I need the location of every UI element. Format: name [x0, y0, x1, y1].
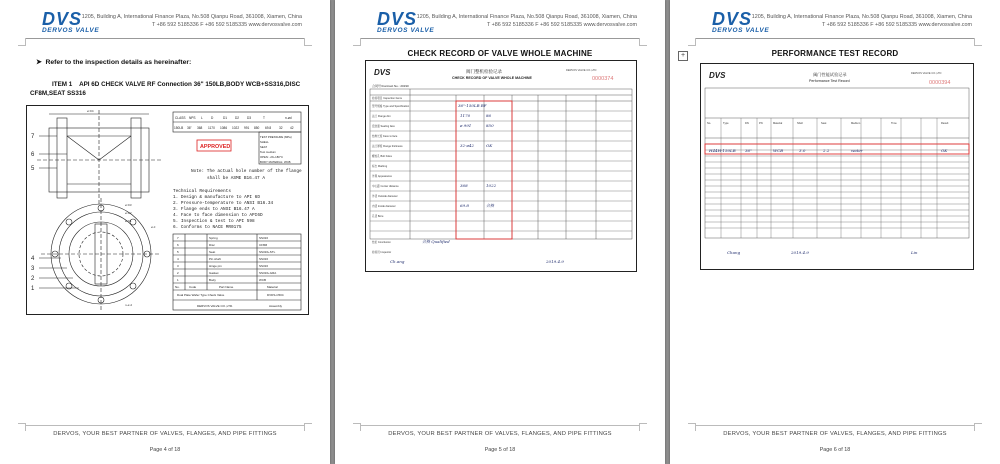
dim-label: ø D2: [125, 211, 132, 215]
table-head: D2: [235, 116, 240, 120]
handwritten-value: ø 991: [460, 123, 472, 128]
logo-mark: DVS: [377, 9, 418, 29]
header-address: [742, 13, 972, 29]
requirement-item: 1. Design & manufacture to API 6D: [173, 195, 260, 200]
column-head: No.: [707, 122, 712, 125]
crop-mark: [974, 423, 982, 431]
item-label: ITEM 1: [52, 81, 73, 88]
drawing-note: Note: The actual hole number of the flange: [191, 169, 302, 174]
drawing-number: DVDS-C504: [267, 293, 284, 297]
table-head: D1: [223, 116, 228, 120]
handwritten-value: 合格: [486, 203, 494, 208]
column-head: Time: [891, 122, 897, 125]
row-label: 检验项目 Inspection Items: [372, 97, 402, 100]
drawing-canvas: [27, 106, 308, 314]
table-head: D: [211, 116, 214, 120]
form-title-en: Performance Test Record: [809, 79, 850, 83]
callout-number: 4: [31, 256, 35, 262]
sheet-type: Assembly: [269, 304, 283, 308]
part-material: WCB: [259, 278, 266, 282]
form-row-lines: [370, 111, 632, 231]
part-no: 5: [177, 250, 179, 254]
logo-mark: DVS: [42, 9, 83, 29]
address-line-2: T +86 592 5185336 F +86 592 5185335 www.dervosvalve.com: [486, 22, 637, 28]
column-head: Medium: [851, 122, 861, 125]
header-divider: [696, 38, 974, 39]
table-cell: 36": [187, 126, 192, 130]
company-name: DERVOS VALVE CO.,LTD.: [197, 304, 233, 308]
table-cell: 850: [254, 126, 260, 130]
form-company: DERVOS VALVE CO.,LTD: [566, 69, 597, 72]
row-label: 密封面 Sealing face: [372, 125, 395, 128]
table-cell: 1086: [220, 126, 228, 130]
part-name: Pin shaft: [209, 257, 221, 261]
document-page-6: [670, 0, 1000, 464]
requirement-item: 4. Face to face dimension to API6D: [173, 213, 263, 218]
part-name: Disc: [209, 243, 215, 247]
performance-form-scan: [700, 63, 974, 270]
requirement-item: 6. Conforms to NACE MR0175: [173, 225, 242, 230]
test-block-text: BODY MATERIAL: WCB: [260, 160, 291, 164]
dim-label: n-ø d: [125, 303, 133, 307]
footer-tagline: DERVOS, YOUR BEST PARTNER OF VALVES, FLANGES, AND PIPE FITTINGS: [388, 431, 612, 437]
form-title-cn: 阀门整机检验记录: [466, 69, 502, 74]
part-name: Spring: [209, 236, 218, 240]
requirement-item: 3. Flange ends to ANSI B16.47 A: [173, 207, 255, 212]
callout-number: 5: [31, 166, 35, 172]
dim-label: ø D4: [87, 109, 94, 113]
header-divider: [361, 38, 639, 39]
row-label: 孔径 Bore: [372, 215, 384, 218]
part-material: CF8M: [259, 243, 268, 247]
form-logo: DVS: [709, 71, 726, 80]
part-material: SS316: [259, 264, 269, 268]
page-number: Page 5 of 18: [484, 447, 516, 453]
address-line-1: 1205, Building A, International Finance Plaza, No.508 Qianpu Road, 361008, Xiamen, China: [81, 14, 302, 20]
parts-head: Part Name: [219, 285, 234, 289]
requirements-title: Technical Requirements: [173, 189, 231, 194]
handwritten-value: H44H-150LB: [709, 148, 736, 153]
row-label: 结论 Conclusion: [372, 241, 391, 244]
inspection-date: 2019.4.9: [546, 259, 564, 264]
form-company: DERVOS VALVE CO.,LTD: [911, 72, 942, 75]
form-title-en: CHECK RECORD OF VALVE WHOLE MACHINE: [452, 76, 532, 80]
footer-divider: [696, 425, 974, 426]
handwritten-value: OK: [941, 148, 948, 153]
form-contract: 合同号/Contract No.: 20190: [372, 84, 409, 88]
crop-mark: [18, 423, 26, 431]
header-address: [407, 13, 637, 29]
row-label: 标志 Marking: [372, 165, 388, 168]
header-divider: [26, 38, 304, 39]
address-line-2: T +86 592 5185336 F +86 592 5185335 www.dervosvalve.com: [821, 22, 972, 28]
column-head: Seat: [821, 122, 827, 125]
handwritten-value: 1170: [460, 113, 471, 118]
part-no: 7: [177, 236, 179, 240]
document-page-5: [335, 0, 665, 464]
crop-mark: [688, 423, 696, 431]
part-name: Body: [209, 278, 216, 282]
handwritten-value: 850: [486, 123, 494, 128]
inspection-form-scan: [365, 60, 637, 272]
row-label: 内径 Inside diameter: [372, 205, 396, 208]
table-cell: 991: [244, 126, 250, 130]
form-logo: DVS: [374, 68, 391, 77]
part-material: SS316+STL: [259, 250, 276, 254]
table-move-handle[interactable]: +: [678, 51, 688, 61]
form-serial: 0000394: [929, 80, 951, 86]
column-head: Result: [941, 122, 949, 125]
logo-brand: DERVOS VALVE: [42, 27, 100, 34]
column-head: Type: [723, 122, 729, 125]
header-address: [72, 13, 302, 29]
row-label: 法兰 Flange dim: [372, 115, 391, 118]
page-heading: CHECK RECORD OF VALVE WHOLE MACHINE: [407, 49, 593, 58]
table-cell: 368: [197, 126, 203, 130]
row-label: 中心距 Center distance: [372, 185, 399, 188]
test-block-text: SHELL: [260, 140, 269, 144]
row-label: 螺栓孔 Bolt holes: [372, 155, 392, 158]
form-grid-lines: [705, 118, 969, 238]
page-heading: PERFORMANCE TEST RECORD: [771, 49, 899, 58]
row-label: 型号规格 Type and Specification: [372, 105, 410, 108]
crop-mark: [353, 38, 361, 46]
crop-mark: [639, 38, 647, 46]
handwritten-value: 368: [460, 183, 468, 188]
handwritten-value: WCB: [773, 148, 784, 153]
test-block-text: OPEN: -29~180°C: [260, 155, 283, 159]
row-label: 结构长度 Face to face: [372, 135, 398, 138]
address-line-2: T +86 592 5185336 F +86 592 5185335 www.dervosvalve.com: [151, 22, 302, 28]
part-name: Hinge pin: [209, 264, 222, 268]
parts-head: Code: [189, 285, 197, 289]
table-head: L: [201, 116, 203, 120]
footer-tagline: DERVOS, YOUR BEST PARTNER OF VALVES, FLANGES, AND PIPE FITTINGS: [53, 431, 277, 437]
parts-head: No.: [175, 285, 180, 289]
table-head: NPS: [189, 116, 196, 120]
table-head: CLASS: [175, 116, 186, 120]
column-head: Shell: [797, 122, 803, 125]
part-name: Gasket: [209, 271, 219, 275]
table-cell: 1170: [208, 126, 215, 130]
footer-divider: [26, 425, 304, 426]
handwritten-value: 36": [745, 148, 752, 153]
handwritten-value: 36"-150LB RF: [458, 103, 487, 108]
handwritten-value: OK: [486, 143, 493, 148]
part-name: Seat: [209, 250, 216, 254]
crop-mark: [18, 38, 26, 46]
drawing-note: shall be ASME B16.47 A: [207, 176, 265, 181]
handwritten-value: 2.2: [823, 148, 830, 153]
crop-mark: [304, 423, 312, 431]
table-cell: 69.8: [265, 126, 272, 130]
column-head: PN: [759, 122, 763, 125]
part-no: 3: [177, 264, 179, 268]
row-label: 外观 Appearance: [372, 175, 392, 178]
test-block-text: TEST PRESSURE (MPa): [260, 135, 292, 139]
handwritten-value: 3.0: [799, 148, 806, 153]
dim-label: ø D1: [125, 219, 132, 223]
handwritten-value: water: [851, 148, 863, 153]
table-head: n-ød: [285, 116, 292, 120]
part-no: 2: [177, 271, 179, 275]
page-number: Page 4 of 18: [149, 447, 181, 453]
table-cell: 32: [279, 126, 283, 130]
address-line-1: 1205, Building A, International Finance Plaza, No.508 Qianpu Road, 361008, Xiamen, China: [416, 14, 637, 20]
assembly-drawing: [26, 105, 309, 315]
approver-signature: Lin: [911, 250, 918, 255]
form-title-cn: 阀门性能试验记录: [813, 72, 847, 77]
item-title: [30, 80, 320, 98]
table-head: D3: [247, 116, 252, 120]
form-serial: 0000374: [592, 76, 614, 82]
footer-divider: [361, 425, 639, 426]
approved-stamp-text: APPROVED: [200, 144, 231, 150]
page-number: Page 6 of 18: [819, 447, 851, 453]
test-block-text: Test medium: [260, 150, 276, 154]
inspector-signature: Chang: [727, 250, 741, 255]
test-block-text: SEAT: [260, 145, 268, 149]
handwritten-value: 32-ø42: [460, 143, 474, 148]
handwritten-value: 86: [486, 113, 492, 118]
row-label: 检验员 Inspector: [372, 251, 392, 254]
callout-number: 6: [31, 152, 35, 158]
callout-number: 7: [31, 134, 35, 140]
table-cell: 150LB: [174, 126, 184, 130]
table-cell: 1022: [232, 126, 240, 130]
inspection-date: 2019.4.9: [791, 250, 809, 255]
dim-label: ø d: [151, 225, 156, 229]
form-canvas: [701, 64, 973, 269]
logo-brand: DERVOS VALVE: [712, 27, 770, 34]
title-block: Dual Plate Wafer Type Check Valve: [177, 293, 225, 297]
crop-mark: [639, 423, 647, 431]
callout-number: 1: [31, 286, 35, 292]
bullet-arrow-icon: ➤: [36, 59, 46, 66]
part-material: SS316: [259, 236, 269, 240]
part-material: SS316+GRA: [259, 271, 277, 275]
conclusion-value: 合格 Qualified: [422, 239, 450, 244]
inspector-signature: Ch.ang: [390, 259, 405, 264]
logo-mark: DVS: [712, 9, 753, 29]
handwritten-value: 1022: [486, 183, 497, 188]
callout-number: 2: [31, 276, 35, 282]
footer-tagline: DERVOS, YOUR BEST PARTNER OF VALVES, FLANGES, AND PIPE FITTINGS: [723, 431, 947, 437]
table-cell: 42: [290, 126, 294, 130]
part-no: 6: [177, 243, 179, 247]
part-no: 1: [177, 278, 179, 282]
row-label: 外径 Outside diameter: [372, 195, 398, 198]
address-line-1: 1205, Building A, International Finance Plaza, No.508 Qianpu Road, 361008, Xiamen, China: [751, 14, 972, 20]
column-head: Material: [773, 122, 783, 125]
item-description: API 6D CHECK VALVE RF Connection 36" 150LB,BODY WCB+SS316,DISC CF8M,SEAT SS316: [30, 81, 301, 97]
crop-mark: [688, 38, 696, 46]
table-head: T: [263, 116, 265, 120]
dim-label: ø D3: [125, 203, 132, 207]
callout-number: 3: [31, 266, 35, 272]
part-material: SS316: [259, 257, 269, 261]
parts-head: Material: [267, 285, 278, 289]
form-canvas: [366, 61, 636, 271]
requirement-item: 5. Inspection & test to API 598: [173, 219, 255, 224]
column-head: DN: [745, 122, 749, 125]
part-no: 4: [177, 257, 179, 261]
crop-mark: [974, 38, 982, 46]
bullet-paragraph: ➤ Refer to the inspection details as hereinafter:: [36, 59, 192, 66]
requirement-item: 2. Pressure-temperature to ANSI B16.34: [173, 201, 274, 206]
document-page-4: [0, 0, 330, 464]
crop-mark: [353, 423, 361, 431]
logo-brand: DERVOS VALVE: [377, 27, 435, 34]
crop-mark: [304, 38, 312, 46]
row-label: 法兰厚度 Flange thickness: [372, 145, 403, 148]
handwritten-value: 69.8: [460, 203, 469, 208]
